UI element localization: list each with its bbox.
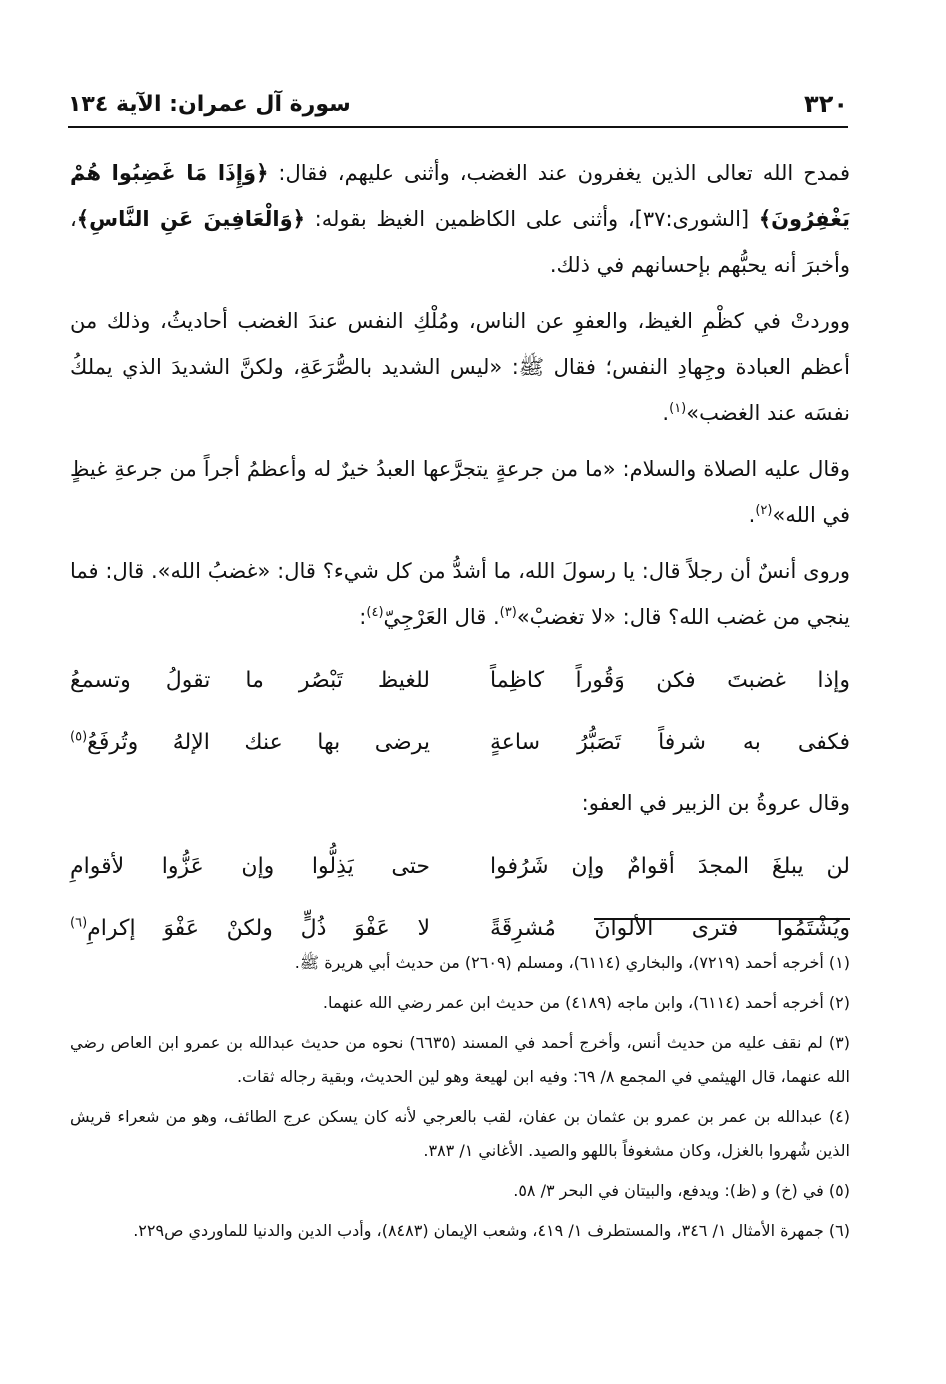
footnote-separator [594, 918, 850, 920]
footnote-ref-1[interactable]: (١) [669, 401, 687, 416]
paragraph-4 [70, 548, 850, 640]
footnote-ref-4[interactable]: (٤) [366, 605, 384, 620]
poem-al-arji [70, 650, 850, 774]
footnote-3: (٣) لم نقف عليه من حديث أنس، وأخرج أحمد في المسند (٦٦٣٥) نحوه من حديث عبدالله بن عمرو ابن العاص رضي الله عنهما، قال الهيثمي في المجمع ٨/ ٦٩: وفيه ابن لهيعة وهو لين الحديث، وبقية رجاله ثقات. [70, 1033, 850, 1086]
paragraph-1 [70, 150, 850, 288]
verse-second-hemistich-text: يرضى بها عنك الإلهُ وتُرفَعُ [87, 730, 430, 755]
footnote-4: (٤) عبدالله بن عمر بن عمرو بن عثمان بن عفان، لقب بالعرجي لأنه كان يسكن عرج الطائف، وهو من شعراء قريش الذين شُهروا بالغزل، وكان مشغوفاً باللهو والصيد. الأغاني ١/ ٣٨٣. [70, 1107, 850, 1160]
footnote-ref-2[interactable]: (٢) [755, 503, 773, 518]
main-text [70, 150, 850, 966]
paragraph-4-text-b: . قال العَرْجِيّ [383, 605, 500, 629]
footnotes [70, 946, 850, 1254]
footnote-6: (٦) جمهرة الأمثال ١/ ٣٤٦، والمستطرف ١/ ٤١٩، وشعب الإيمان (٨٤٨٣)، وأدب الدين والدنيا للماوردي ص٢٢٩. [133, 1221, 850, 1240]
footnote-ref-5[interactable]: (٥) [70, 729, 88, 745]
paragraph-3-text: وقال عليه الصلاة والسلام: «ما من جرعةٍ يتجرَّعها العبدُ خيرٌ له وأعظمُ أجراً من جرعةِ غيظٍ في الله» [70, 457, 850, 527]
poem-urwa [70, 836, 850, 960]
verse-second-hemistich-text: للغيظ تَبْصُر ما تقولُ وتسمعُ [70, 668, 430, 693]
page-number: ٣٢٠ [804, 90, 848, 118]
quran-verse-2: ﴿وَالْعَافِينَ عَنِ النَّاسِ﴾ [76, 207, 305, 231]
paragraph-1-text-a: فمدح الله تعالى الذين يغفرون عند الغضب، وأثنى عليهم، فقال: [268, 161, 850, 185]
verse-first-hemistich: فكفى به شرفاً تَصَبُّرُ ساعةٍ [490, 730, 850, 755]
poem-verse [70, 712, 850, 774]
paragraph-2 [70, 298, 850, 436]
footnote-5: (٥) في (خ) و (ظ): ويدفع، والبيتان في البحر ٣/ ٥٨. [513, 1181, 850, 1200]
paragraph-3 [70, 446, 850, 538]
verse-first-hemistich: ويُشْتَمُوا فترى الألوانَ مُشرِقَةً [490, 916, 850, 941]
verse-second-hemistich [70, 658, 430, 704]
footnote-ref-6[interactable]: (٦) [70, 915, 88, 931]
paragraph-2-end: . [662, 401, 670, 425]
page-header [68, 82, 848, 128]
verse-second-hemistich [70, 720, 430, 766]
verse-first-hemistich: وإذا غضبتَ فكن وَقُوراً كاظِماً [490, 668, 850, 693]
paragraph-4-text-a: وروى أنسٌ أن رجلاً قال: يا رسولَ الله، ما أشدُّ من كل شيء؟ قال: «غضبُ الله». قال: فما ينجي من غضب الله؟ قال: «لا تغضبْ» [70, 559, 850, 629]
poem-verse [70, 836, 850, 898]
footnote-ref-3[interactable]: (٣) [499, 605, 517, 620]
poem-verse [70, 650, 850, 712]
footnote-1: (١) أخرجه أحمد (٧٢١٩)، والبخاري (٦١١٤)، ومسلم (٢٦٠٩) من حديث أبي هريرة ﷺ. [294, 953, 850, 972]
paragraph-1-text-b: [الشورى:٣٧]، وأثنى على الكاظمين الغيظ بقوله: [304, 207, 759, 231]
surah-title: سورة آل عمران: الآية ١٣٤ [68, 91, 351, 117]
paragraph-5: وقال عروةُ بن الزبير في العفو: [581, 791, 850, 815]
verse-second-hemistich-text: حتى يَذِلُّوا وإن عَزُّوا لأقوامِ [70, 854, 430, 879]
verse-second-hemistich-text: لا عَفْوَ ذُلٍّ ولكنْ عَفْوَ إكرامِ [87, 916, 430, 941]
paragraph-4-text-c: : [359, 605, 367, 629]
verse-second-hemistich [70, 844, 430, 890]
paragraph-3-end: . [748, 503, 756, 527]
footnote-2: (٢) أخرجه أحمد (٦١١٤)، وابن ماجه (٤١٨٩) من حديث ابن عمر رضي الله عنهما. [322, 993, 850, 1012]
paragraph-1-text-c: ، وأخبرَ أنه يحبُّهم بإحسانهم في ذلك. [70, 207, 850, 277]
quran-verse-1: ﴿وَإِذَا مَا غَضِبُوا هُمْ يَغْفِرُونَ﴾ [70, 161, 851, 231]
paragraph-2-text: ووردتْ في كظْمِ الغيظ، والعفوِ عن الناس، ومُلْكِ النفس عندَ الغضب أحاديثُ، وذلك من أعظم العبادة وجِهادِ النفس؛ فقال ﷺ: «ليس الشديد بالصُّرَعَةِ، ولكنَّ الشديدَ الذي يملكُ نفسَه عند الغضب» [70, 309, 850, 425]
verse-first-hemistich: لن يبلغَ المجدَ أقوامٌ وإن شَرُفوا [490, 854, 850, 879]
